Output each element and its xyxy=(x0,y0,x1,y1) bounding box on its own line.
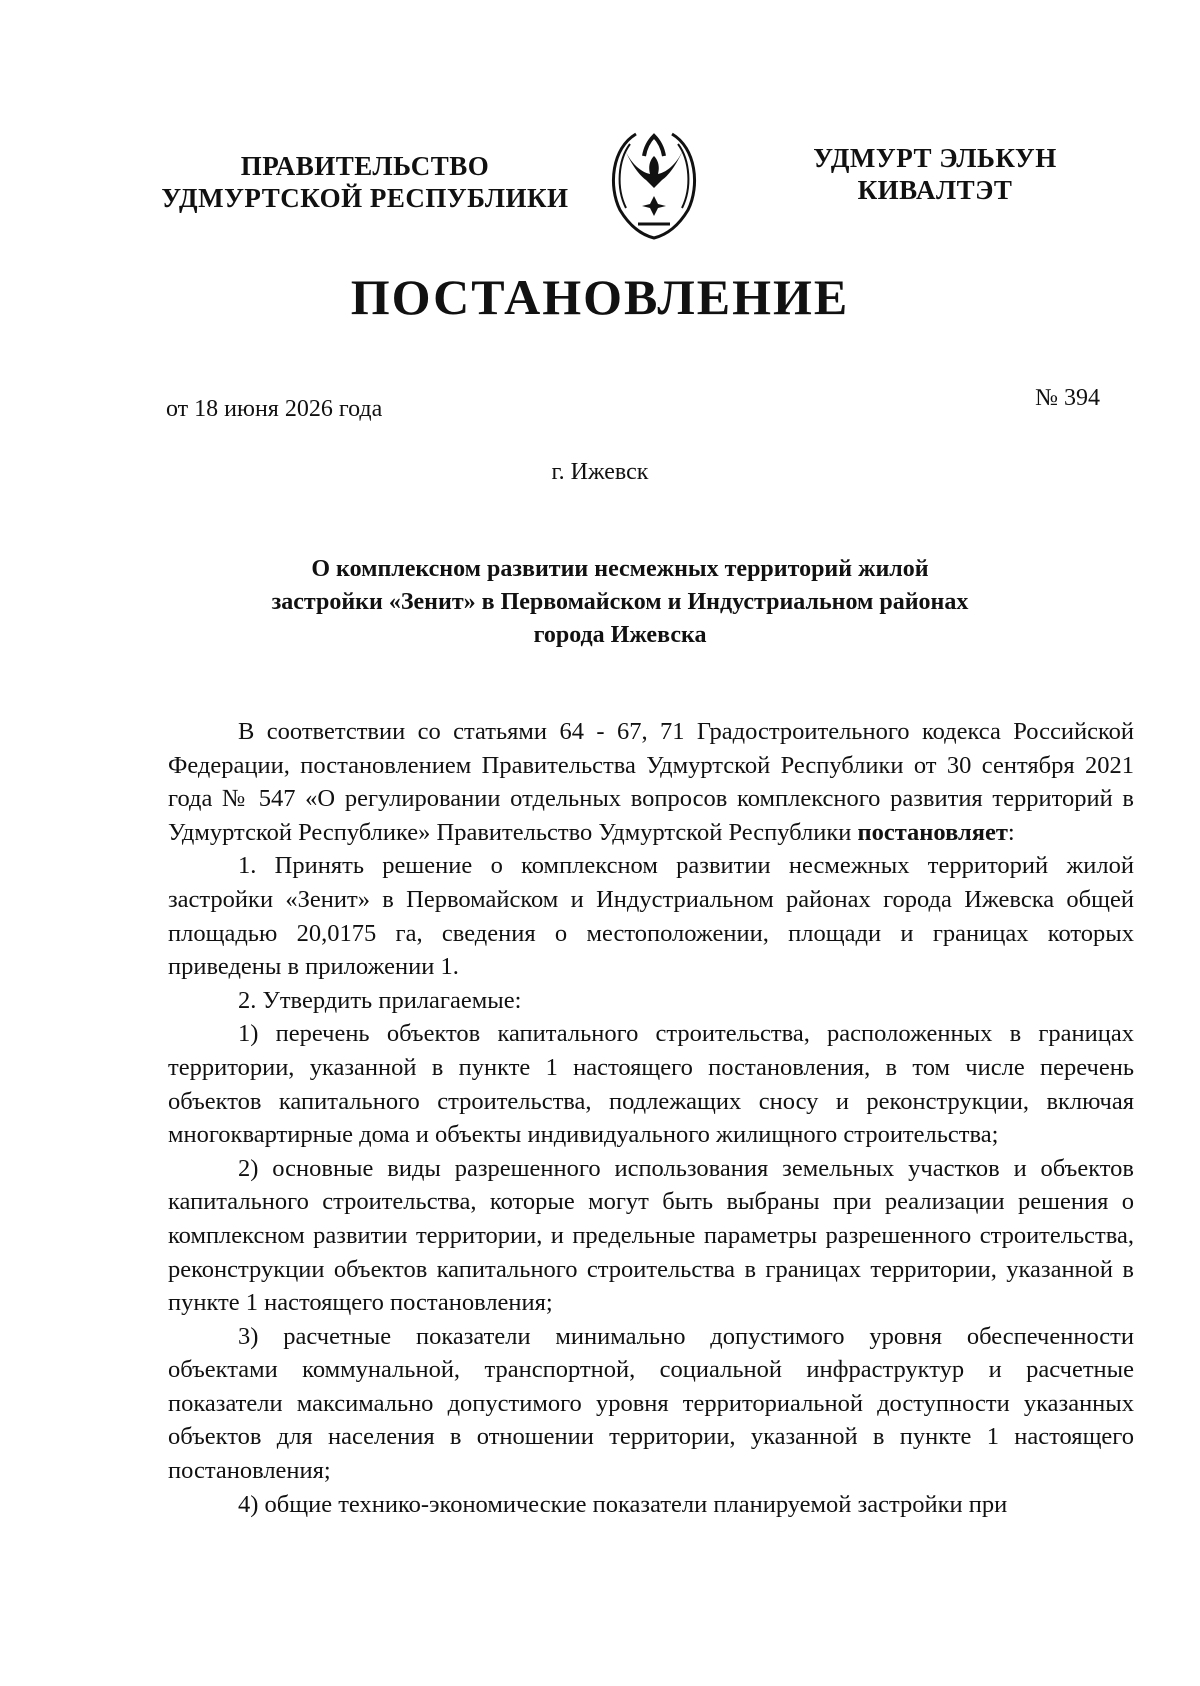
government-name-line2: УДМУРТСКОЙ РЕСПУБЛИКИ xyxy=(161,183,569,213)
preamble-paragraph xyxy=(168,715,1134,849)
document-body xyxy=(168,715,1134,1521)
subitem-1-paragraph: 1) перечень объектов капитального строительства, расположенных в границах территории, указанной в пункте 1 настоящего постановления, в том числе перечень объектов капитального строительства, подлежащих сносу и реконструкции, включая многоквартирные дома и объекты индивидуального жилищного строительства; xyxy=(168,1020,1134,1149)
preamble-text: В соответствии со статьями 64 - 67, 71 Градостроительного кодекса Российской Федерации, постановлением Правительства Удмуртской Республики от 30 сентября 2021 года № 547 «О регулировании отдельных вопросов комплексного развития территорий в Удмуртской Республике» Правительство Удмуртской Республики xyxy=(168,718,1134,846)
subject-line1: О комплексном развитии несмежных территорий жилой xyxy=(311,556,929,582)
udmurt-name-line2: КИВАЛТЭТ xyxy=(857,175,1013,205)
subitem-4-paragraph: 4) общие технико-экономические показатели планируемой застройки при xyxy=(238,1490,1008,1518)
document-number: № 394 xyxy=(1035,385,1100,411)
preamble-verb: постановляет xyxy=(857,818,1008,846)
subject-line2: застройки «Зенит» в Первомайском и Индустриальном районах xyxy=(271,589,969,615)
subject-line3: города Ижевска xyxy=(533,622,707,648)
subitem-2-paragraph: 2) основные виды разрешенного использования земельных участков и объектов капитального строительства, которые могут быть выбраны при реализации решения о комплексном развитии территории, и предельные параметры разрешенного строительства, реконструкции объектов капитального строительства в границах территории, указанной в пункте 1 настоящего постановления; xyxy=(168,1154,1134,1317)
document-title: ПОСТАНОВЛЕНИЕ xyxy=(350,269,850,325)
item-1-paragraph: 1. Принять решение о комплексном развитии несмежных территорий жилой застройки «Зенит» в Первомайском и Индустриальном районах города Ижевска общей площадью 20,0175 га, сведения о местоположении, площади и границах которых приведены в приложении 1. xyxy=(168,852,1134,981)
subitem-3-paragraph: 3) расчетные показатели минимально допустимого уровня обеспеченности объектами коммунальной, транспортной, социальной инфраструктур и расчетные показатели максимально допустимого уровня территориальной доступности указанных объектов для населения в отношении территории, указанной в пункте 1 настоящего постановления; xyxy=(168,1322,1134,1485)
coat-of-arms-icon xyxy=(606,126,702,242)
udmurt-name-line1: УДМУРТ ЭЛЬКУН xyxy=(813,143,1057,173)
item-2-paragraph: 2. Утвердить прилагаемые: xyxy=(238,986,522,1014)
document-date: от 18 июня 2026 года xyxy=(166,396,383,422)
preamble-colon: : xyxy=(1007,818,1015,846)
document-subject xyxy=(200,553,1040,652)
government-name-udmurt xyxy=(780,142,1090,206)
government-name-line1: ПРАВИТЕЛЬСТВО xyxy=(240,151,490,181)
government-name-russian xyxy=(150,150,580,214)
document-city: г. Ижевск xyxy=(551,459,649,485)
